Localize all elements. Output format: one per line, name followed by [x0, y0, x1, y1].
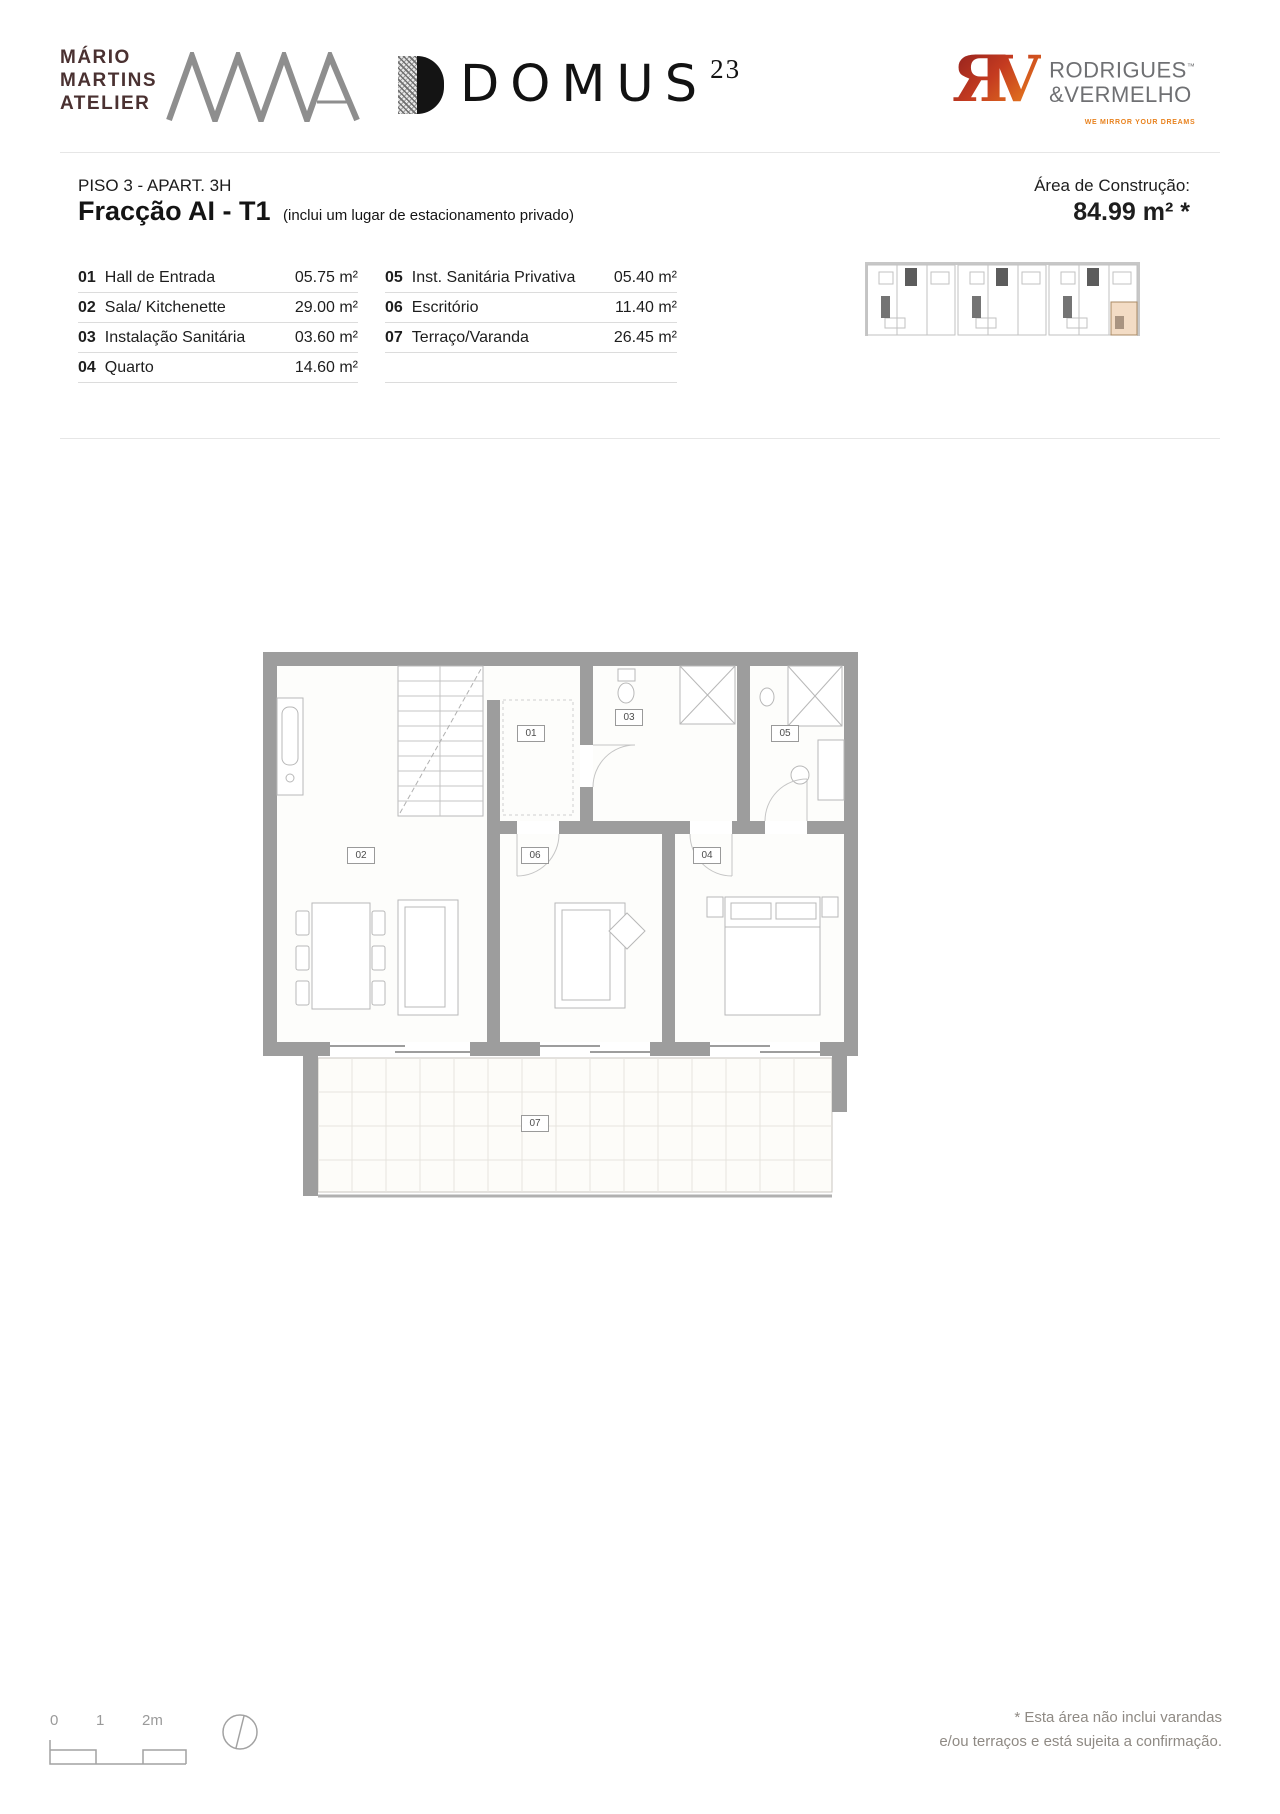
rv-logo [952, 42, 1196, 135]
rv-monogram [952, 42, 1042, 117]
room-name: Sala/ Kitchenette [104, 298, 226, 316]
table-spacer-row [385, 353, 677, 383]
footnote-line1: * Esta área não inclui varandas [1014, 1709, 1222, 1726]
key-plan-cores [881, 268, 1099, 318]
room-area: 14.60 m² [294, 358, 358, 376]
domus-logo [398, 56, 741, 114]
table-row [78, 323, 358, 353]
room-tag-04: 04 [693, 847, 721, 864]
footnote-line2: e/ou terraços e está sujeita a confirmação. [939, 1733, 1222, 1750]
rv-name-line1: RODRIGUES™ [1049, 57, 1196, 83]
room-tag-03: 03 [615, 709, 643, 726]
construction-area-label: Área de Construção: [1034, 176, 1190, 195]
mma-zigzag-icon [165, 52, 370, 122]
top-divider [60, 152, 1220, 153]
staircase [398, 666, 483, 816]
fraction-note: (inclui um lugar de estacionamento privado) [283, 207, 574, 224]
domus-d-icon [398, 56, 446, 114]
scale-tick-2m: 2m [142, 1712, 163, 1729]
fraction-title-row [78, 196, 574, 227]
table-row [385, 293, 677, 323]
room-area: 29.00 m² [294, 298, 358, 316]
rv-monogram-v: V [991, 42, 1042, 117]
north-compass-icon [218, 1710, 262, 1754]
living-room-furniture [296, 900, 458, 1015]
room-tag-05: 05 [771, 725, 799, 742]
room-name: Inst. Sanitária Privativa [411, 268, 576, 286]
room-tag-07: 07 [521, 1115, 549, 1132]
area-footnote [772, 1706, 1222, 1754]
room-area: 05.40 m² [613, 268, 677, 286]
key-plan-highlight-unit [1111, 302, 1137, 335]
table-row [78, 263, 358, 293]
domus-number: 23 [710, 54, 742, 84]
key-plan [865, 258, 1140, 340]
room-number: 06 [385, 298, 403, 316]
room-tag-01: 01 [517, 725, 545, 742]
room-number: 05 [385, 268, 403, 286]
room-table-right [385, 263, 677, 383]
room-area: 03.60 m² [294, 328, 358, 346]
room-area: 26.45 m² [613, 328, 677, 346]
room-table-left [78, 263, 358, 383]
rv-names [1049, 54, 1195, 135]
kitchen-counter [277, 698, 303, 795]
scale-tick-1: 1 [96, 1712, 105, 1729]
mma-line2: MARTINS [60, 70, 158, 91]
mma-logo [60, 46, 157, 115]
table-row [78, 293, 358, 323]
room-tag-02: 02 [347, 847, 375, 864]
fraction-title: Fracção AI - T1 [78, 196, 271, 226]
domus-d-halfcircle [417, 56, 444, 114]
room-number: 04 [78, 358, 96, 376]
room-name: Escritório [411, 298, 479, 316]
room-name: Hall de Entrada [104, 268, 216, 286]
construction-area-value: 84.99 m² * [1073, 198, 1190, 226]
section-divider [60, 438, 1220, 439]
rv-trademark: ™ [1186, 62, 1196, 71]
mma-line3: ATELIER [60, 93, 151, 114]
table-row [385, 323, 677, 353]
domus-d-texture [398, 56, 417, 114]
table-row [385, 263, 677, 293]
bedroom-furniture [707, 897, 838, 1015]
room-area: 11.40 m² [615, 298, 677, 316]
room-name: Terraço/Varanda [411, 328, 529, 346]
domus-name: DOMUS [460, 55, 709, 114]
floor-plan [255, 645, 865, 1215]
mma-line1: MÁRIO [60, 47, 131, 68]
room-number: 01 [78, 268, 96, 286]
room-number: 03 [78, 328, 96, 346]
table-row [78, 353, 358, 383]
room-area: 05.75 m² [294, 268, 358, 286]
rv-name-line2: &VERMELHO [1049, 82, 1192, 108]
room-tag-06: 06 [521, 847, 549, 864]
rv-monogram-r: Я [952, 42, 1009, 117]
floor-apartment-line: PISO 3 - APART. 3H [78, 176, 232, 195]
terrace [318, 1058, 832, 1196]
rv-tagline: WE MIRROR YOUR DREAMS [1084, 119, 1196, 127]
room-number: 02 [78, 298, 96, 316]
scale-bar-icon [48, 1738, 188, 1766]
room-number: 07 [385, 328, 403, 346]
scale-tick-0: 0 [50, 1712, 59, 1729]
room-name: Instalação Sanitária [104, 328, 246, 346]
room-name: Quarto [104, 358, 154, 376]
